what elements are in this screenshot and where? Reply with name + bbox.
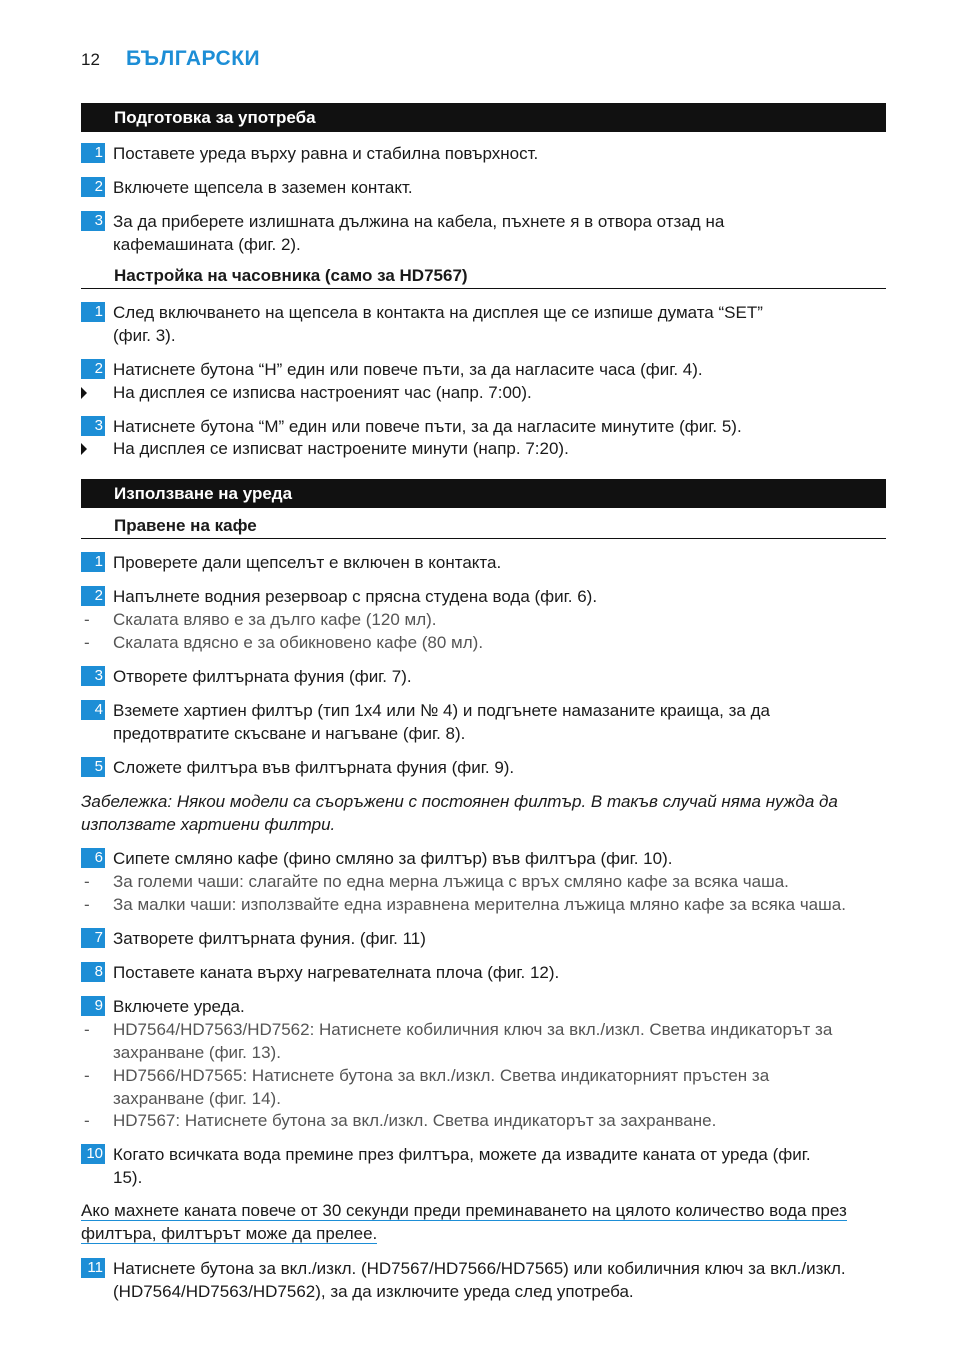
coffee-step-9	[81, 995, 891, 1018]
cup-size-item: - За малки чаши: използвайте една изравнена мерителна лъжица мляно кафе за всяка чаша.	[84, 895, 846, 914]
coffee-step-4	[81, 699, 851, 745]
model-item: - HD7566/HD7565: Натиснете бутона за вкл./изкл. Светва индикаторният пръстен за захранване (фиг. 14).	[84, 1066, 770, 1108]
clock-result-1	[81, 381, 891, 404]
prep-step-1	[81, 142, 891, 165]
step-number: 6	[81, 848, 105, 868]
step-number: 2	[81, 177, 105, 197]
result-text: На дисплея се изписва настроеният час (напр. 7:00).	[113, 383, 532, 402]
step-number: 3	[81, 666, 105, 686]
step-text: Поставете уреда върху равна и стабилна повърхност.	[113, 144, 539, 163]
coffee-step-2	[81, 585, 891, 608]
coffee-step-10	[81, 1143, 811, 1189]
page-number: 12	[81, 50, 100, 69]
coffee-step-8	[81, 961, 891, 984]
step-text: Напълнете водния резервоар с прясна студена вода (фиг. 6).	[113, 587, 598, 606]
result-text: На дисплея се изписват настроените минути (напр. 7:20).	[113, 439, 569, 458]
step-number: 10	[81, 1144, 105, 1164]
clock-result-2	[81, 437, 891, 460]
step-number: 5	[81, 757, 105, 777]
step-number: 1	[81, 552, 105, 572]
step-number: 3	[81, 416, 105, 436]
step-text: Затворете филтърната фуния. (фиг. 11)	[113, 929, 426, 948]
step-number: 1	[81, 143, 105, 163]
prep-step-2	[81, 176, 891, 199]
water-scale-item: - Скалата вляво е за дълго кафе (120 мл).	[84, 610, 437, 629]
step-text: Отворете филтърната фуния (фиг. 7).	[113, 667, 412, 686]
section-bar-using: Използване на уреда	[81, 479, 886, 508]
step-text: Натиснете бутона “M” един или повече пъти, за да нагласите минутите (фиг. 5).	[113, 417, 742, 436]
step-text: Включете щепсела в заземен контакт.	[113, 178, 413, 197]
prep-step-3	[81, 210, 801, 256]
coffee-step-1	[81, 551, 891, 574]
step-number: 9	[81, 996, 105, 1016]
step-text: Сипете смляно кафе (фино смляно за филтър) във филтъра (фиг. 10).	[113, 849, 673, 868]
step-text: За да приберете излишната дължина на кабела, пъхнете я в отвора отзад на кафемашината (фиг. 2).	[113, 212, 725, 254]
model-item: - HD7564/HD7563/HD7562: Натиснете кобиличния ключ за вкл./изкл. Светва индикаторът за захранване (фиг. 13).	[84, 1020, 833, 1062]
coffee-step-7	[81, 927, 891, 950]
water-scale-item: - Скалата вдясно е за обикновено кафе (80 мл).	[84, 633, 484, 652]
coffee-step-11	[81, 1257, 886, 1303]
cup-size-item: - За големи чаши: слагайте по една мерна лъжица с връх смляно кафе за всяка чаша.	[84, 872, 789, 891]
step-text: Включете уреда.	[113, 997, 245, 1016]
step-number: 2	[81, 586, 105, 606]
step-text: Натиснете бутона за вкл./изкл. (HD7567/HD7566/HD7565) или кобиличния ключ за вкл./изкл. (HD7564/HD7563/HD7562), за да изключите уреда след употреба.	[113, 1259, 846, 1301]
step-text: След включването на щепсела в контакта на дисплея ще се изпише думата “SET” (фиг. 3).	[113, 303, 763, 345]
coffee-step-3	[81, 665, 891, 688]
step-text: Проверете дали щепселът е включен в контакта.	[113, 553, 502, 572]
clock-step-1	[81, 301, 781, 347]
clock-step-2	[81, 358, 891, 381]
language-heading: БЪЛГАРСКИ	[126, 47, 261, 70]
result-arrow-icon	[81, 387, 87, 399]
step-text: Натиснете бутона “H” един или повече пъти, за да нагласите часа (фиг. 4).	[113, 360, 703, 379]
coffee-step-5	[81, 756, 891, 779]
warning-text: Ако махнете каната повече от 30 секунди преди преминаването на цялото количество вода през филтъра, филтърът може да прелее.	[81, 1201, 847, 1243]
section-bar-preparation: Подготовка за употреба	[81, 103, 886, 132]
model-item: - HD7567: Натиснете бутона за вкл./изкл. Светва индикаторът за захранване.	[84, 1111, 717, 1130]
step-text: Вземете хартиен филтър (тип 1x4 или № 4) и подгънете намазаните краища, за да предотвратите скъсване и нагъване (фиг. 8).	[113, 701, 770, 743]
step-number: 8	[81, 962, 105, 982]
result-arrow-icon	[81, 443, 87, 455]
note-text: Забележка: Някои модели са съоръжени с постоянен филтър. В такъв случай няма нужда да използвате хартиени филтри.	[81, 792, 838, 834]
step-text: Когато всичката вода премине през филтъра, можете да извадите каната от уреда (фиг. 15).	[113, 1145, 811, 1187]
subheading-clock: Настройка на часовника (само за HD7567)	[81, 266, 886, 289]
step-number: 11	[81, 1258, 105, 1278]
step-number: 4	[81, 700, 105, 720]
subheading-making-coffee: Правене на кафе	[81, 516, 886, 539]
coffee-step-6	[81, 847, 891, 870]
overflow-warning	[81, 1199, 856, 1245]
step-number: 1	[81, 302, 105, 322]
step-text: Сложете филтъра във филтърната фуния (фиг. 9).	[113, 758, 515, 777]
step-number: 2	[81, 359, 105, 379]
clock-step-3	[81, 415, 891, 438]
step-number: 7	[81, 928, 105, 948]
step-text: Поставете каната върху нагревателната плоча (фиг. 12).	[113, 963, 560, 982]
step-number: 3	[81, 211, 105, 231]
